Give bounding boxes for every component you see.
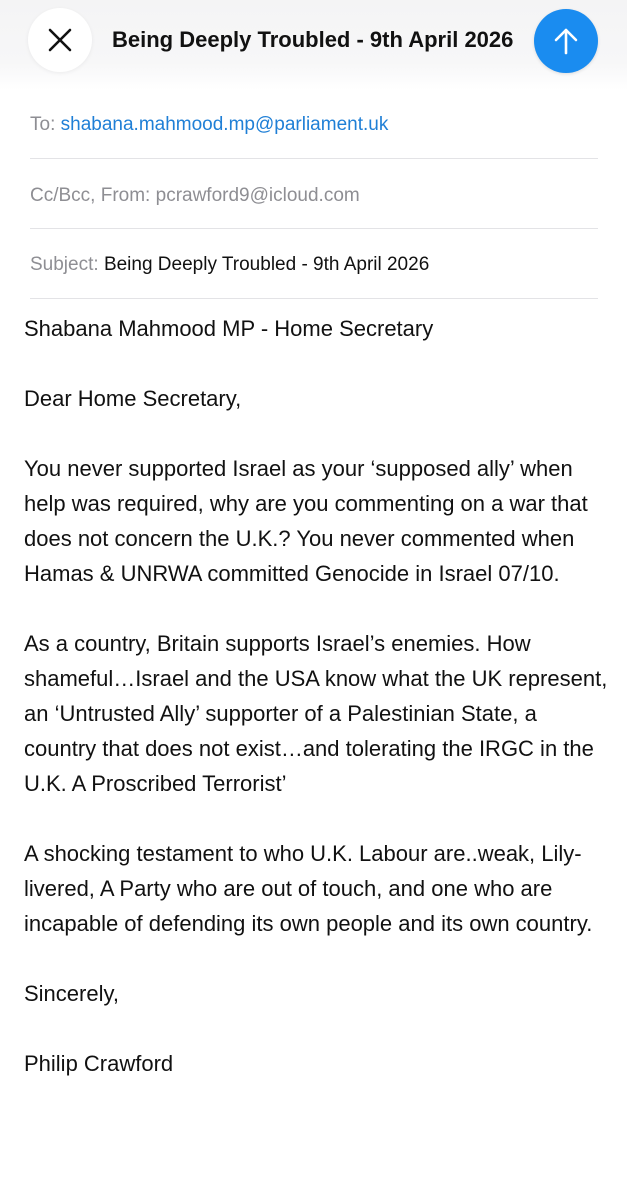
close-icon (47, 27, 73, 53)
divider (30, 298, 598, 299)
compose-header (0, 0, 627, 90)
subject-input[interactable]: Being Deeply Troubled - 9th April 2026 (103, 254, 430, 275)
close-button[interactable] (28, 8, 92, 72)
to-recipient[interactable]: shabana.mahmood.mp@parliament.uk (60, 114, 389, 135)
subject-label: Subject: (30, 254, 99, 275)
send-button[interactable] (534, 9, 598, 73)
to-field[interactable] (30, 112, 598, 138)
body-paragraph-3: A shocking testament to who U.K. Labour are..weak, Lily-livered, A Party who are out of touch, and one who are incapable of defending its own people and its own country. (24, 841, 593, 936)
cc-from-field[interactable] (30, 183, 598, 209)
from-address[interactable]: pcrawford9@icloud.com (155, 185, 360, 206)
salutation: Dear Home Secretary, (24, 386, 242, 411)
body-paragraph-1: You never supported Israel as your ‘supposed ally’ when help was required, why are you commenting on a war that does not concern the U.K.? You never commented when Hamas & UNRWA committed Genocide in Israel 07/10. (24, 456, 588, 586)
subject-field[interactable] (30, 252, 598, 278)
closing: Sincerely, (24, 981, 119, 1006)
divider (30, 228, 598, 229)
message-body[interactable] (24, 311, 609, 1081)
compose-title: Being Deeply Troubled - 9th April 2026 (112, 27, 514, 52)
recipient-line: Shabana Mahmood MP - Home Secretary (24, 316, 434, 341)
arrow-up-icon (551, 26, 581, 56)
divider (30, 158, 598, 159)
body-paragraph-2: As a country, Britain supports Israel’s enemies. How shameful…Israel and the USA know what the UK represent, an ‘Untrusted Ally’ supporter of a Palestinian State, a country that does not exist…and tolerating the IRGC in the U.K. A Proscribed Terrorist’ (24, 631, 608, 796)
signature: Philip Crawford (24, 1051, 174, 1076)
cc-from-label: Cc/Bcc, From: (30, 185, 151, 206)
to-label: To: (30, 114, 56, 135)
